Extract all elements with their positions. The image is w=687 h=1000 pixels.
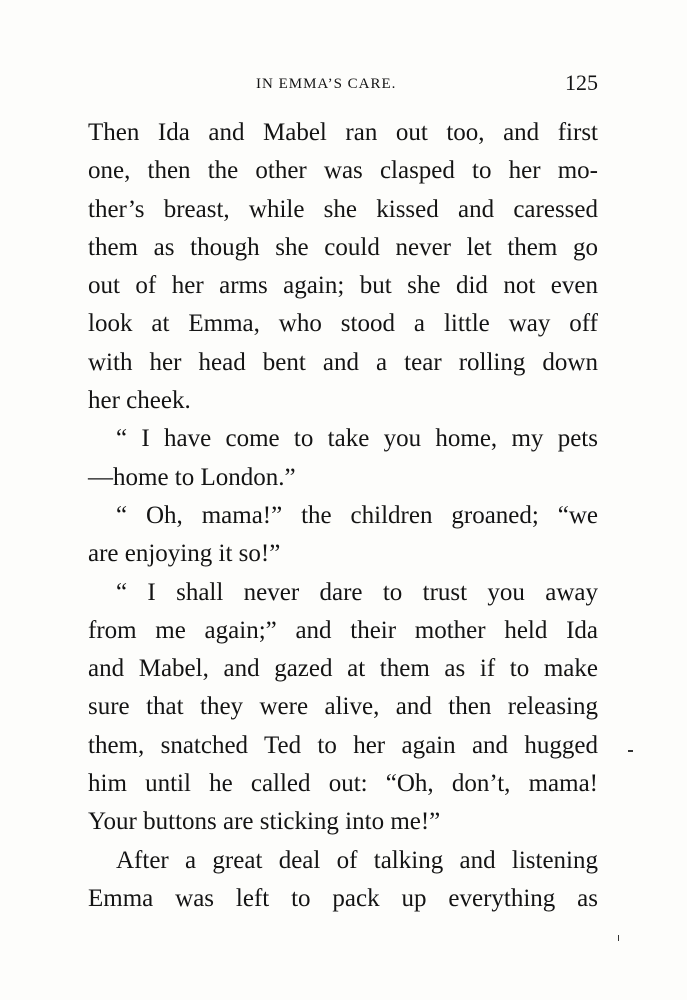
text-line: —home to London.” bbox=[88, 463, 296, 491]
running-title: IN EMMA’S CARE. bbox=[256, 76, 397, 92]
text-line: one, then the other was clasped to her mo- bbox=[88, 157, 598, 185]
print-speck bbox=[618, 935, 619, 941]
text-line: After a great deal of talking and listening bbox=[116, 846, 598, 874]
text-line: “ I have come to take you home, my pets bbox=[116, 425, 598, 453]
page-number: 125 bbox=[565, 70, 598, 95]
text-line: from me again;” and their mother held Ida bbox=[88, 616, 598, 644]
print-speck bbox=[628, 750, 633, 752]
body-text bbox=[88, 114, 598, 918]
text-line: out of her arms again; but she did not even bbox=[88, 272, 598, 300]
text-line: “ I shall never dare to trust you away bbox=[116, 578, 598, 606]
text-line: her cheek. bbox=[88, 387, 191, 415]
text-line: Your buttons are sticking into me!” bbox=[88, 808, 441, 836]
text-line: “ Oh, mama!” the children groaned; “we bbox=[116, 501, 598, 529]
text-line: ther’s breast, while she kissed and caressed bbox=[88, 195, 598, 223]
text-line: him until he called out: “Oh, don’t, mama! bbox=[88, 770, 598, 798]
text-line: and Mabel, and gazed at them as if to make bbox=[88, 655, 598, 683]
text-line: are enjoying it so!” bbox=[88, 540, 281, 568]
text-line: Then Ida and Mabel ran out too, and first bbox=[88, 119, 598, 146]
text-line: them as though she could never let them go bbox=[88, 233, 598, 261]
text-line: them, snatched Ted to her again and hugged bbox=[88, 731, 598, 759]
text-line: with her head bent and a tear rolling down bbox=[88, 348, 598, 376]
text-line: sure that they were alive, and then releasing bbox=[88, 693, 598, 721]
text-line: look at Emma, who stood a little way off bbox=[88, 310, 598, 338]
text-line: Emma was left to pack up everything as bbox=[88, 884, 598, 912]
running-head bbox=[88, 70, 598, 100]
